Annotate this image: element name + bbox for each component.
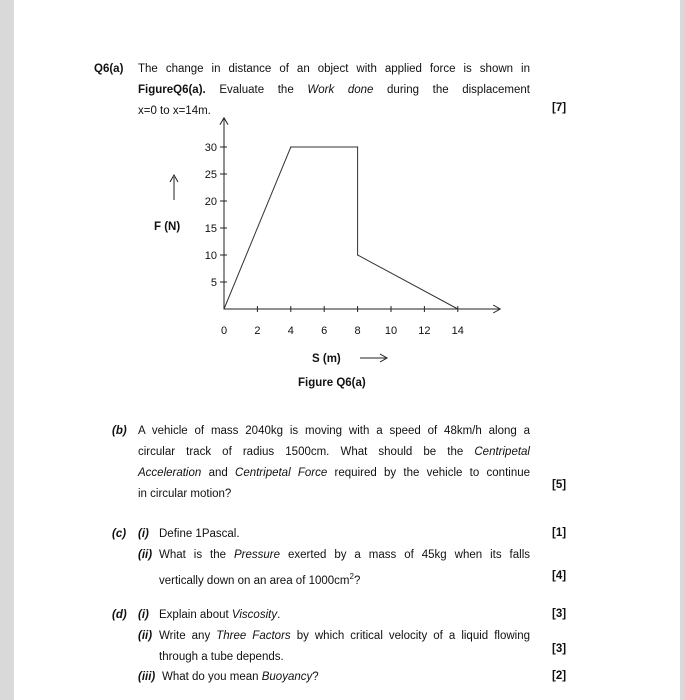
q6b-line-4: in circular motion? bbox=[138, 488, 232, 500]
marks-q6c-ii: [4] bbox=[552, 570, 567, 582]
data-point bbox=[357, 146, 358, 147]
data-point bbox=[457, 308, 458, 309]
x-tick-label: 14 bbox=[451, 325, 464, 337]
x-tick-label: 10 bbox=[384, 325, 398, 337]
term-viscosity: Viscosity bbox=[231, 609, 278, 621]
x-tick-label: 0 bbox=[220, 325, 228, 337]
figure-caption: Figure Q6(a) bbox=[298, 377, 366, 389]
q6d-iii-text: What do you mean Buoyancy? bbox=[162, 671, 319, 683]
x-tick-label: 4 bbox=[287, 325, 294, 337]
question-label-q6b: (b) bbox=[112, 425, 127, 437]
y-tick-label: 20 bbox=[204, 196, 217, 208]
y-tick-label: 25 bbox=[204, 169, 217, 181]
q6c-i-text: Define 1Pascal. bbox=[159, 528, 240, 540]
q6c-ii-line-2: vertically down on an area of $1000cm^2$? bbox=[159, 572, 361, 587]
data-point bbox=[290, 146, 291, 147]
term-pressure: Pressure bbox=[234, 549, 281, 561]
y-axis-label: F (N) bbox=[154, 221, 181, 233]
x-axis-label: S (m) bbox=[312, 353, 341, 365]
term-buoyancy: Buoyancy bbox=[261, 671, 313, 683]
q6b-line-1: A vehicle of mass 2040kg is moving with a speed of 48km/h along a bbox=[138, 425, 530, 437]
x-tick-label: 8 bbox=[354, 325, 361, 337]
exam-page bbox=[14, 0, 680, 700]
y-tick-label: 30 bbox=[204, 142, 217, 154]
data-point bbox=[223, 308, 224, 309]
term-centripetal: Centripetal bbox=[474, 446, 530, 458]
marks-q6d-i: [3] bbox=[552, 608, 567, 620]
force-displacement-series bbox=[224, 147, 458, 309]
q6d-ii-line-1: Write any Three Factors by which critical velocity of a liquid flowing bbox=[159, 630, 531, 642]
term-three-factors: Three Factors bbox=[216, 630, 291, 642]
question-label-q6d: (d) bbox=[112, 609, 127, 621]
y-tick-label: 15 bbox=[204, 223, 217, 235]
x-tick-label: 2 bbox=[254, 325, 261, 337]
x-tick-label: 12 bbox=[418, 325, 431, 337]
y-tick-label: 5 bbox=[210, 277, 217, 289]
figure-q6a-chart bbox=[14, 0, 680, 400]
term-centripetal-force: Centripetal Force bbox=[235, 467, 328, 479]
data-point bbox=[357, 254, 358, 255]
q6a-line-2: FigureQ6(a). Evaluate the Work done during the displacement bbox=[138, 84, 530, 96]
q6a-line-3: x=0 to x=14m. bbox=[138, 105, 211, 117]
marks-q6b: [5] bbox=[552, 479, 567, 491]
sub-label-c-i: (i) bbox=[138, 528, 149, 540]
marks-q6a: [7] bbox=[552, 102, 567, 114]
question-label-q6c: (c) bbox=[112, 528, 127, 540]
marks-q6d-ii: [3] bbox=[552, 643, 567, 655]
q6d-i-text: Explain about Viscosity. bbox=[159, 609, 281, 621]
marks-q6c-i: [1] bbox=[552, 527, 567, 539]
q6b-line-2: circular track of radius 1500cm. What should be the Centripetal bbox=[138, 446, 530, 458]
sub-label-d-ii: (ii) bbox=[138, 630, 153, 642]
term-acceleration: Acceleration bbox=[138, 467, 202, 479]
q6a-line-1: The change in distance of an object with applied force is shown in bbox=[138, 63, 530, 75]
sub-label-d-iii: (iii) bbox=[138, 671, 156, 683]
sub-label-d-i: (i) bbox=[138, 609, 149, 621]
question-label-q6a: Q6(a) bbox=[94, 63, 124, 75]
x-tick-label: 6 bbox=[321, 325, 328, 337]
term-work-done: Work done bbox=[307, 84, 374, 96]
q6b-line-3: Acceleration and Centripetal Force required by the vehicle to continue bbox=[138, 467, 531, 479]
q6c-ii-line-1: What is the Pressure exerted by a mass of 45kg when its falls bbox=[159, 549, 531, 561]
figure-reference: FigureQ6(a). bbox=[138, 84, 206, 96]
sub-label-c-ii: (ii) bbox=[138, 549, 153, 561]
marks-q6d-iii: [2] bbox=[552, 670, 567, 682]
y-tick-label: 10 bbox=[204, 250, 217, 262]
q6d-ii-line-2: through a tube depends. bbox=[159, 651, 284, 663]
